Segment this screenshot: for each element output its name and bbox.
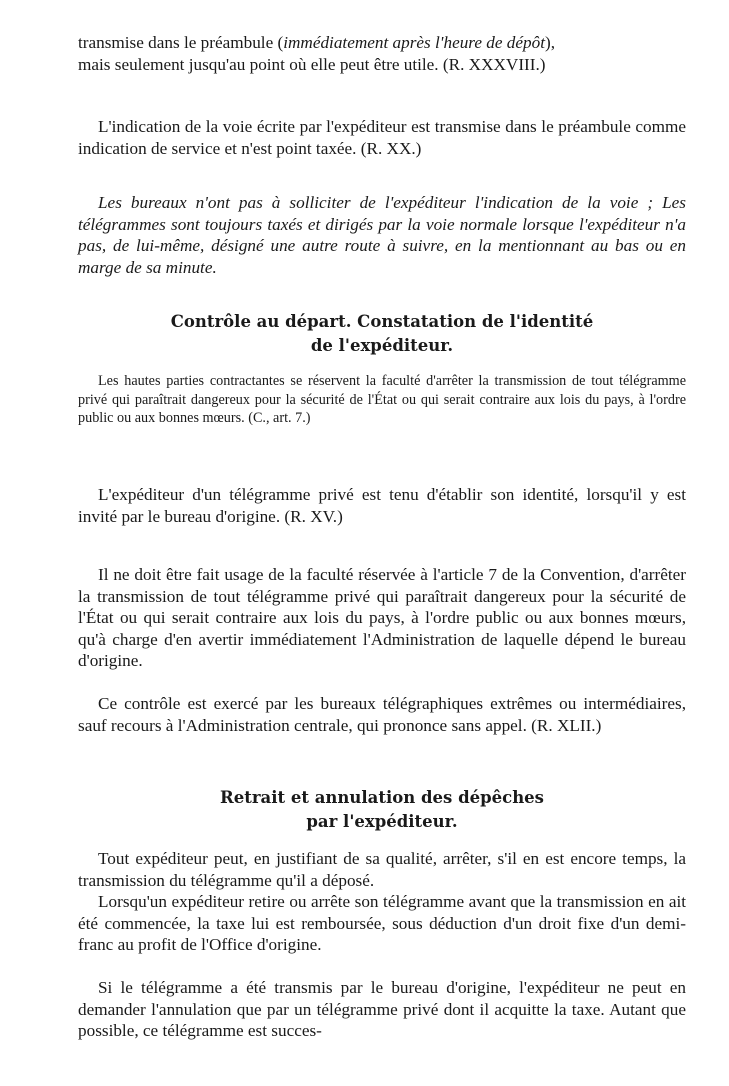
paragraph-continuation-text-start: transmise dans le préambule ( [78, 33, 284, 52]
paragraph-convention-article: Les hautes parties contractantes se réservent la faculté d'arrêter la transmission de tout télégramme privé qui paraîtrait dangereux pour la sécurité de l'État ou qui serait contraire aux lois du pays, à l'ordre public ou aux bonnes mœurs. (C., art. 7.) [78, 373, 686, 426]
section-heading-controle-line1: Contrôle au départ. Constatation de l'identité [170, 312, 594, 331]
paragraph-identite: L'expéditeur d'un télégramme privé est tenu d'établir son identité, lorsqu'il y est invité par le bureau d'origine. (R. XV.) [78, 485, 686, 526]
paragraph-remboursement: Lorsqu'un expéditeur retire ou arrête son télégramme avant que la transmission en ait été commencée, la taxe lui est remboursée, sous déduction d'un droit fixe d'un demi-franc au profit de l'Office d'origine. [78, 892, 686, 954]
section-heading-retrait-line2: par l'expéditeur. [306, 812, 458, 831]
section-heading-controle-line2: de l'expéditeur. [310, 336, 454, 355]
section-heading-retrait [78, 786, 686, 834]
paragraph-annulation: Si le télégramme a été transmis par le bureau d'origine, l'expéditeur ne peut en demander l'annulation que par un télégramme privé dont il acquitte la taxe. Autant que possible, ce télégramme est succes- [78, 978, 686, 1040]
paragraph-controle-exerce: Ce contrôle est exercé par les bureaux télégraphiques extrêmes ou intermédiaires, sauf recours à l'Administration centrale, qui prononce sans appel. (R. XLII.) [78, 694, 686, 735]
section-heading-retrait-line1: Retrait et annulation des dépêches [220, 788, 544, 807]
paragraph-continuation [78, 32, 686, 75]
paragraph-continuation-line2: mais seulement jusqu'au point où elle peut être utile. (R. XXXVIII.) [78, 54, 546, 74]
paragraph-faculte-article-7: Il ne doit être fait usage de la faculté réservée à l'article 7 de la Convention, d'arrêter la transmission de tout télégramme privé qui paraîtrait dangereux pour la sécurité de l'État ou qui serait contraire aux lois du pays, à l'ordre public ou aux bonnes mœurs, qu'à charge d'en avertir immédiatement l'Administration de laquelle dépend le bureau d'origine. [78, 565, 686, 670]
paragraph-voie-ecrite: L'indication de la voie écrite par l'expéditeur est transmise dans le préambule comme indication de service et n'est point taxée. (R. XX.) [78, 117, 686, 158]
paragraph-continuation-italic: immédiatement après l'heure de dépôt [283, 33, 545, 52]
paragraph-arret-transmission: Tout expéditeur peut, en justifiant de sa qualité, arrêter, s'il en est encore temps, la transmission du télégramme qu'il a déposé. [78, 849, 686, 890]
section-heading-controle [78, 310, 686, 358]
paragraph-continuation-text-end: ), [544, 33, 556, 52]
paragraph-note-voie: Les bureaux n'ont pas à solliciter de l'expéditeur l'indication de la voie ; Les télégrammes sont toujours taxés et dirigés par la voie normale lorsque l'expéditeur n'a pas, de lui-même, désigné une autre route à suivre, en la mentionnant au bas ou en marge de sa minute. [78, 193, 686, 277]
